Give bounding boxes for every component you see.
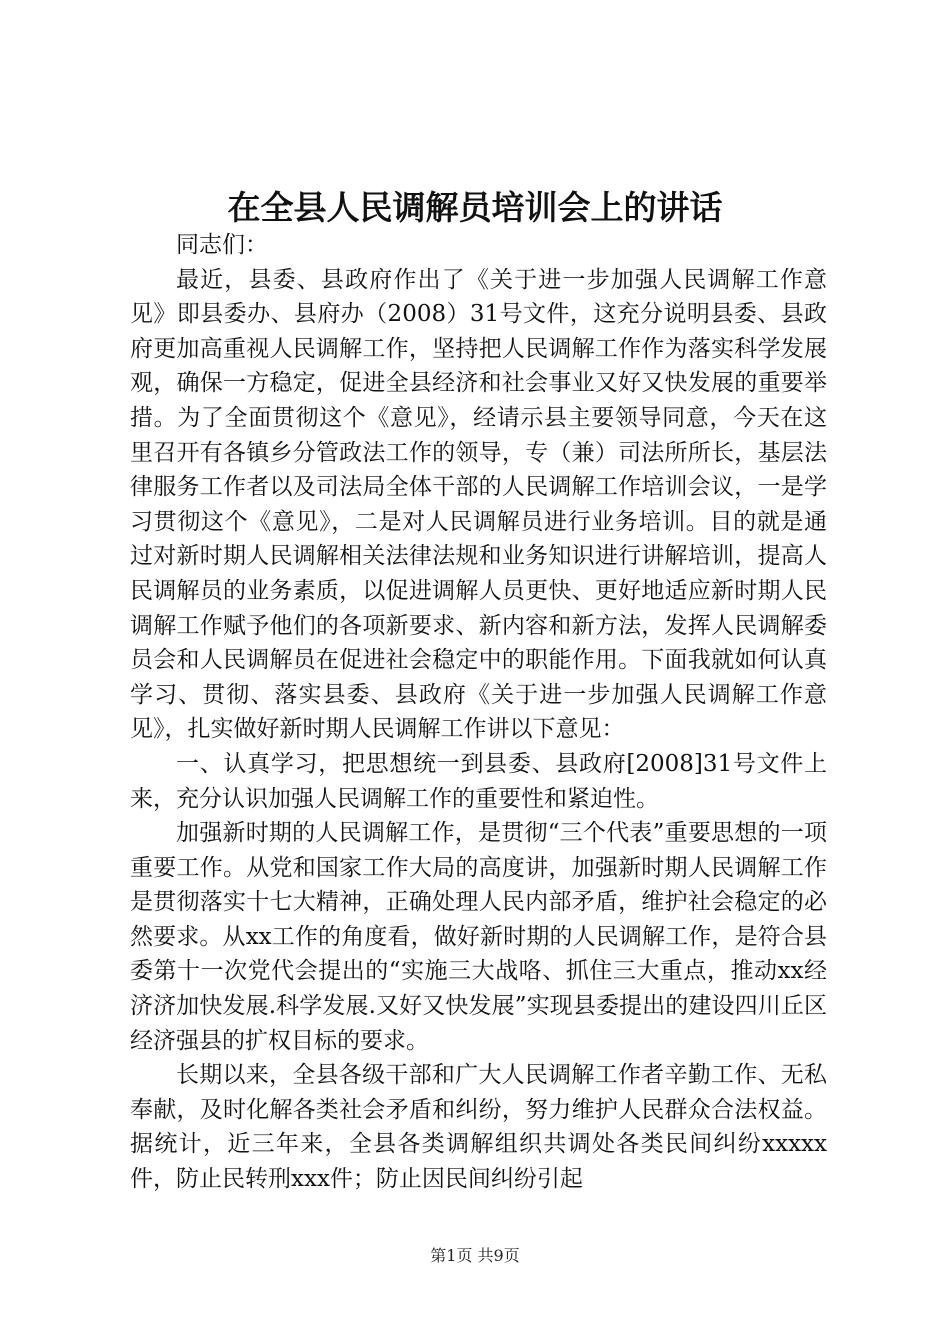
page-number-footer: 第1页 共9页 [430,1246,520,1265]
section-heading-paragraph: 一、认真学习，把思想统一到县委、县政府[2008]31号文件上来，充分认识加强人民调解工作的重要性和紧迫性。 [130,750,827,812]
intro-paragraph: 最近，县委、县政府作出了《关于进一步加强人民调解工作意见》即县委办、县府办（2008）31号文件，这充分说明县委、县政府更加高重视人民调解工作，坚持把人民调解工作作为落实科学发展观，确保一方稳定，促进全县经济和社会事业又好又快发展的重要举措。为了全面贯彻这个《意见》，经请示县主要领导同意，今天在这里召开有各镇乡分管政法工作的领导，专（兼）司法所所长，基层法律服务工作者以及司法局全体干部的人民调解工作培训会议，一是学习贯彻这个《意见》，二是对人民调解员进行业务培训。目的就是通过对新时期人民调解相关法律法规和业务知识进行讲解培训，提高人民调解员的业务素质，以促进调解人员更快、更好地适应新时期人民调解工作赋予他们的各项新要求、新内容和新方法，发挥人民调解委员会和人民调解员在促进社会稳定中的职能作用。下面我就如何认真学习、贯彻、落实县委、县政府《关于进一步加强人民调解工作意见》，扎实做好新时期人民调解工作讲以下意见： [130,266,827,743]
body-paragraph: 加强新时期的人民调解工作，是贯彻“三个代表”重要思想的一项重要工作。从党和国家工作大局的高度讲，加强新时期人民调解工作是贯彻落实十七大精神，正确处理人民内部矛盾，维护社会稳定的必然要求。从xx工作的角度看，做好新时期的人民调解工作，是符合县委第十一次党代会提出的“实施三大战咯、抓住三大重点，推动xx经济济加快发展.科学发展.又好又快发展”实现县委提出的建设四川丘区经济强县的扩权目标的要求。 [130,820,827,1054]
salutation-paragraph: 同志们： [176,232,268,258]
document-body [130,228,827,1197]
body-paragraph: 长期以来，全县各级干部和广大人民调解工作者辛勤工作、无私奉献，及时化解各类社会矛盾和纠纷，努力维护人民群众合法权益。据统计，近三年来，全县各类调解组织共调处各类民间纠纷xxxxx件，防止民转刑xxx件；防止因民间纠纷引起 [130,1062,827,1193]
document-title: 在全县人民调解员培训会上的讲话 [227,188,723,227]
